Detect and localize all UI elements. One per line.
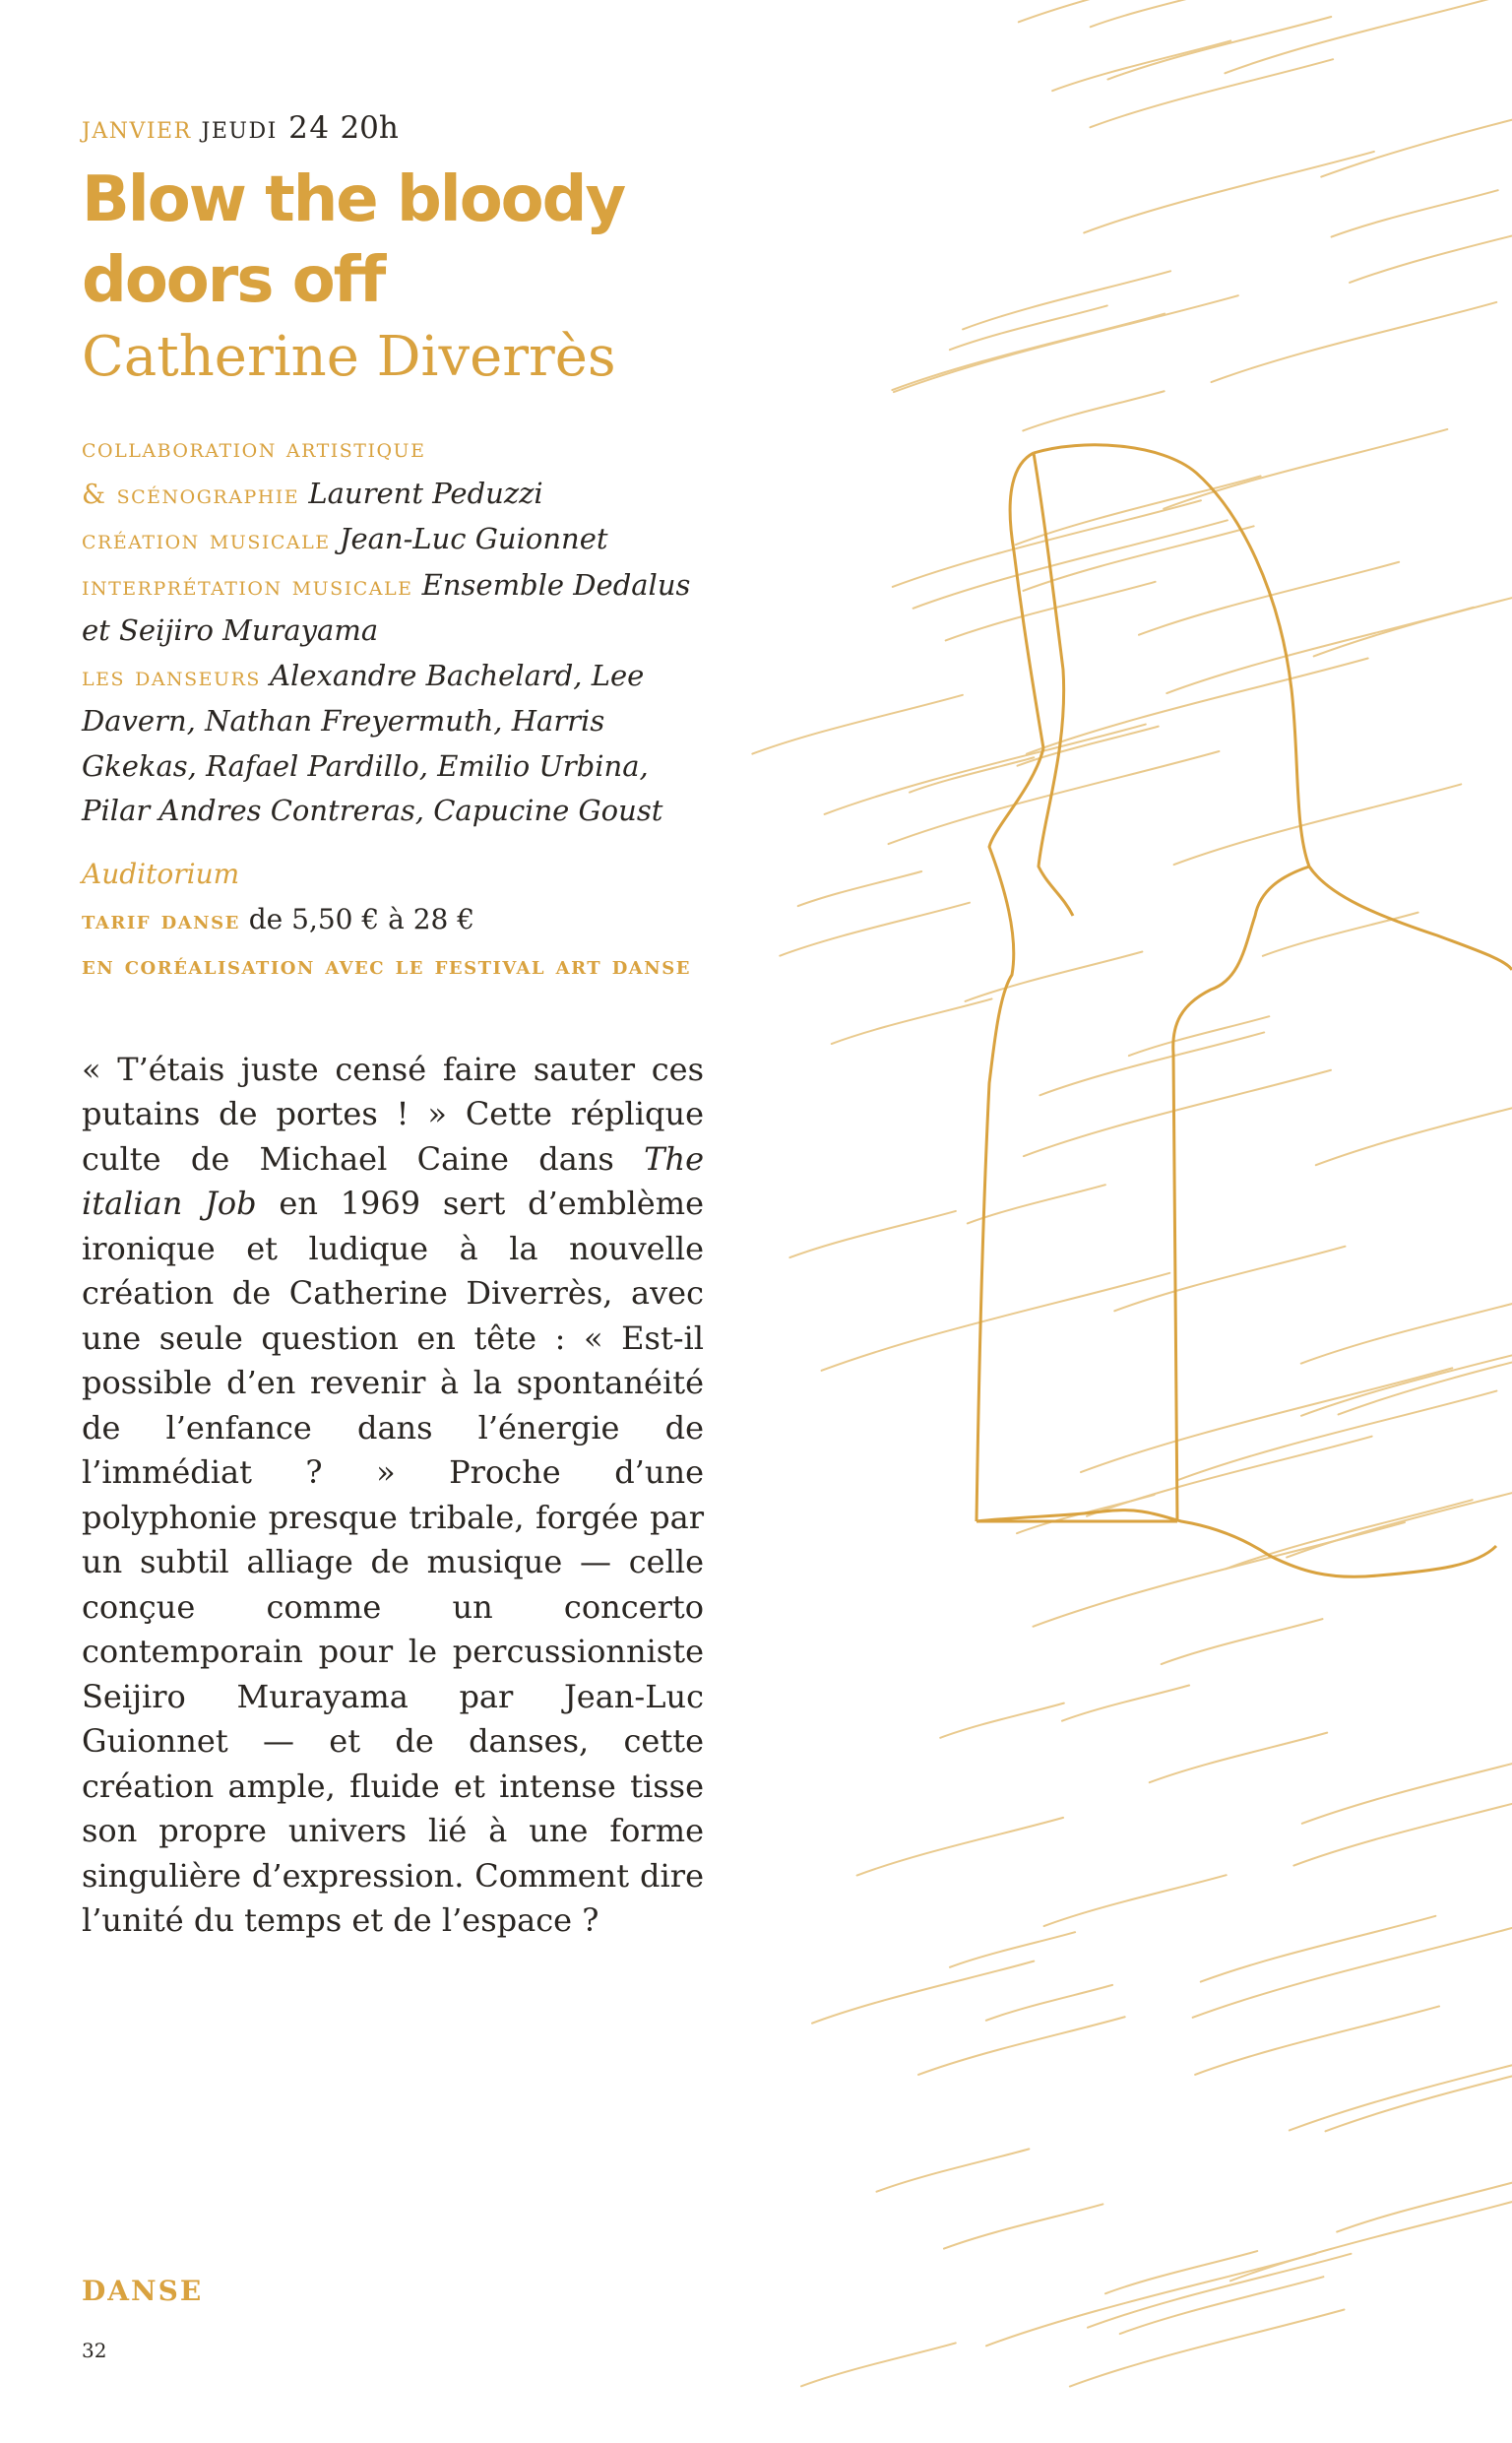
rain-streak <box>1090 59 1333 127</box>
rain-streak <box>888 751 1219 844</box>
rain-streak <box>877 2149 1030 2191</box>
rain-streak <box>1107 17 1331 80</box>
credit-label: création musicale <box>82 525 331 555</box>
rain-streak <box>1023 526 1253 591</box>
tarif-label: tarif danse <box>82 905 240 935</box>
rain-streak <box>986 2254 1316 2347</box>
rain-streak <box>780 903 970 956</box>
event-date <box>82 108 712 148</box>
illustration <box>748 0 1512 2443</box>
show-title: Blow the bloody doors off <box>82 163 625 317</box>
credit-label: les danseurs <box>82 661 261 692</box>
rain-streak <box>1174 784 1462 865</box>
rain-streak <box>1164 429 1447 509</box>
rain-streak <box>944 2204 1102 2248</box>
tarif-value: de 5,50 € à 28 € <box>248 902 475 935</box>
rain-streak <box>1023 391 1164 430</box>
rain-streak <box>1195 2006 1439 2074</box>
rain-streak <box>1084 152 1374 233</box>
rain-streak <box>822 1273 1170 1371</box>
credit-scenographie <box>82 472 712 518</box>
rain-streak <box>1326 2040 1512 2131</box>
event-month: janvier <box>82 110 192 146</box>
rain-streak <box>894 295 1238 392</box>
credit-name: Ensemble Dedalus et Seijiro Murayama <box>82 567 691 647</box>
rain-streak <box>812 1961 1034 2024</box>
rain-streak <box>940 1704 1064 1738</box>
description-part-1: « T’étais juste censé faire sauter ces putains de portes ! » Cette réplique culte de Michael Caine dans <box>82 1050 704 1178</box>
rain-streak <box>1162 1619 1323 1664</box>
practical-info <box>82 852 712 989</box>
artist-name: Catherine Diverrès <box>82 325 616 389</box>
rain-streak <box>798 871 921 906</box>
event-day: jeudi 24 <box>201 110 331 146</box>
rain-streak <box>946 582 1156 641</box>
rain-streak <box>1339 1318 1512 1414</box>
rain-streak <box>1120 2277 1324 2334</box>
event-time: 20h <box>340 110 399 146</box>
rain-streak <box>857 1818 1063 1876</box>
rain-streak <box>1212 302 1497 382</box>
venue: Auditorium <box>82 857 240 890</box>
film-title: The italian Job <box>82 1139 704 1222</box>
rain-streak <box>1230 2197 1512 2281</box>
section-label: DANSE <box>82 2275 204 2307</box>
rain-streak <box>1201 1916 1436 1982</box>
rain-streak <box>950 1932 1075 1967</box>
rain-streak <box>1150 1733 1328 1783</box>
rain-streak <box>910 757 1034 792</box>
rain-streak <box>1081 1368 1452 1472</box>
credit-label: & scénographie <box>82 479 300 510</box>
credit-collab <box>82 425 712 472</box>
rain-streak <box>1027 659 1368 754</box>
rain-streak <box>1033 1522 1405 1627</box>
event-column <box>82 108 712 1975</box>
rain-streak <box>1301 1293 1512 1364</box>
rain-streak <box>1316 1080 1512 1165</box>
rain-streak <box>1087 1437 1372 1516</box>
rain-streaks <box>752 0 1512 2387</box>
credit-name: Jean-Luc Guionnet <box>339 522 608 555</box>
rain-streak <box>1070 2310 1345 2387</box>
credit-interpretation <box>82 563 712 654</box>
page-number: 32 <box>82 2339 107 2362</box>
rain-streak <box>1052 40 1230 91</box>
rain-streak <box>1225 0 1511 73</box>
rain-streak <box>801 2343 956 2386</box>
rain-streak <box>1139 562 1399 635</box>
credit-danseurs <box>82 654 712 834</box>
rain-streak <box>1290 2029 1512 2131</box>
figure-outline <box>976 445 1512 1576</box>
rain-streak <box>986 1985 1112 2021</box>
rain-streak <box>1166 608 1474 693</box>
credit-name: Laurent Peduzzi <box>308 476 543 510</box>
rain-streak <box>950 305 1107 350</box>
credits <box>82 425 712 834</box>
rain-streak <box>1350 218 1512 283</box>
rain-streak <box>1091 0 1238 27</box>
rain-streak <box>1321 74 1512 176</box>
description-part-2: en 1969 sert d’emblème ironique et ludique à la nouvelle création de Catherine Diverrès, avec une seule question en tête : « Est-il possible d’en revenir à la spontanéité de l’enfance dans l’énergie de l’immédiat ? » Proche d’une polyphonie presque tribale, forgée par un subtil alliage de musique — celle conçue comme un concerto contemporain pour le percussionniste Seijiro Murayama par Jean-Luc Guionnet — et de danses, cette création ample, fluide et intense tisse son propre univers lié à une forme singulière d’expression. Comment dire l’unité du temps et de l’espace ? <box>82 1185 705 1939</box>
rain-streak <box>789 1211 955 1257</box>
rain-streak <box>1301 1334 1512 1416</box>
rain-streak <box>752 695 963 754</box>
credit-label: collaboration artistique <box>82 433 426 464</box>
credit-name: Alexandre Bachelard, Lee Davern, Nathan Freyermuth, Harris Gkekas, Rafael Pardillo, Emilio Urbina, Pilar Andres Contreras, Capucine Goust <box>82 658 663 827</box>
rain-streak <box>1105 2251 1257 2293</box>
rain-streak <box>1024 1070 1331 1156</box>
rain-streak <box>966 952 1143 1001</box>
rain-streak <box>968 1185 1105 1223</box>
rain-streak <box>1040 1032 1264 1095</box>
rain-streak <box>1293 1792 1512 1866</box>
rain-streak <box>1332 190 1498 236</box>
rain-streak <box>832 998 992 1044</box>
rain-streak <box>1044 1875 1227 1926</box>
description <box>82 1048 704 1944</box>
credit-label: interprétation musicale <box>82 570 413 602</box>
rain-streak <box>1062 1686 1189 1721</box>
credit-musique <box>82 517 712 563</box>
rain-streak <box>1088 2254 1351 2328</box>
tarif-line <box>82 897 712 943</box>
coreal-note: en coréalisation avec le festival art danse <box>82 950 691 981</box>
rain-streak <box>918 2017 1125 2075</box>
